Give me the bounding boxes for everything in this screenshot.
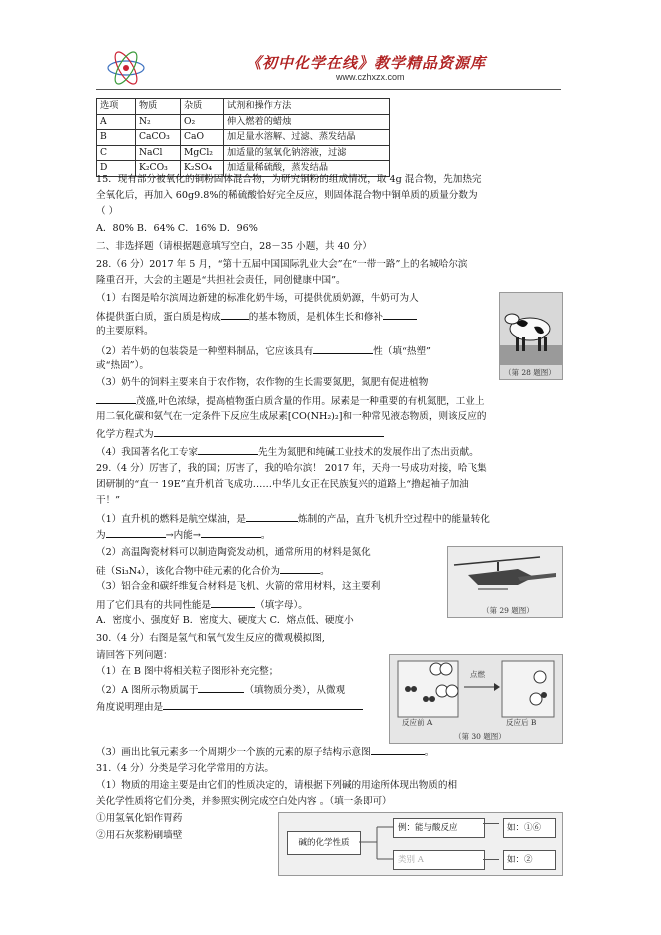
- q29-text: 。: [320, 566, 330, 577]
- answer-blank[interactable]: [383, 309, 417, 320]
- q30-line: 30.（4 分）右图是氢气和氧气发生反应的微观模拟图,: [96, 633, 325, 644]
- answer-blank[interactable]: [313, 343, 373, 354]
- fig29-caption: （第 29 题图）: [482, 606, 534, 615]
- section-heading: 二、非选择题（请根据题意填写空白，28－35 小题，共 40 分）: [96, 241, 373, 252]
- q30-text: （2）A 图所示物质属于: [96, 685, 199, 696]
- q28-line: 或“热固”）。: [96, 360, 149, 371]
- table-cell: 加适量稀硫酸，蒸发结晶: [224, 161, 390, 177]
- table-header: 物质: [136, 99, 181, 115]
- cow-icon: [500, 293, 562, 365]
- q28-text: （4）我国著名化工专家: [96, 447, 199, 458]
- table-header: 试剂和操作方法: [224, 99, 390, 115]
- answer-blank[interactable]: [154, 426, 384, 437]
- diagram-main-box: 碱的化学性质: [287, 831, 361, 855]
- answer-blank[interactable]: [371, 744, 425, 755]
- table-cell: MgCl₂: [181, 145, 224, 161]
- answer-blank[interactable]: [106, 527, 166, 538]
- q15-line: （ ）: [96, 206, 119, 217]
- q28-line: 用二氧化碳和氨气在一定条件下反应生成尿素[CO(NH₂)₂]和一种常见液态物质，则该反应的: [96, 411, 487, 422]
- diagram-arrow: [483, 859, 499, 860]
- q29-line: [96, 563, 330, 579]
- q29-line: 29.（4 分）厉害了，我的国；厉害了，我的哈尔滨！ 2017 年，天舟一号成功对接，哈飞集: [96, 463, 487, 474]
- q28-line: [96, 309, 417, 325]
- q30-line: [96, 699, 363, 715]
- diagram-box-1: 例：能与酸反应: [393, 818, 485, 838]
- fig30-label-b: 反应后 B: [506, 718, 537, 727]
- q29-line: （2）高温陶瓷材料可以制造陶瓷发动机，通常所用的材料是氮化: [96, 547, 371, 558]
- q30-line: （1）在 B 图中将相关粒子图形补充完整；: [96, 666, 279, 677]
- q29-line: [96, 597, 308, 613]
- fig30-arrow-label: 点燃: [470, 670, 485, 679]
- banner-url: www.czhxzx.com: [336, 72, 405, 82]
- diagram-arrow: [483, 823, 499, 824]
- table-header: 选项: [97, 99, 136, 115]
- table-cell: K₂CO₃: [136, 161, 181, 177]
- q31-line: 关化学性质将它们分类，并参照实例完成空白处内容 。（填一条即可）: [96, 796, 392, 807]
- answer-blank[interactable]: [198, 682, 244, 693]
- banner-title: 《初中化学在线》教学精品资源库: [246, 54, 487, 72]
- q28-text: 先生为氮肥和纯碱工业技术的发展作出了杰出贡献。: [258, 447, 479, 458]
- table-cell: CaO: [181, 130, 224, 146]
- table-cell: NaCl: [136, 145, 181, 161]
- table-cell: D: [97, 161, 136, 177]
- table-cell: N₂: [136, 114, 181, 130]
- answer-blank[interactable]: [198, 444, 258, 455]
- table-row: [97, 130, 390, 146]
- q30-line: [96, 744, 434, 760]
- q29-line: 团研制的“直一 19E”直升机首飞成功……中华儿女正在民族复兴的道路上“撸起袖子加油: [96, 479, 469, 490]
- q30-text: （填物质分类），从微观: [244, 685, 346, 696]
- q29-line: [96, 511, 490, 527]
- cow-photo: [499, 292, 563, 380]
- diagram-box-1-example: 如：①⑥: [503, 818, 556, 838]
- q28-line: [96, 426, 384, 442]
- q30-line: 请回答下列问题：: [96, 650, 173, 661]
- q29-text: 炼制的产品，直升飞机升空过程中的能量转化: [298, 514, 490, 525]
- table-row: [97, 145, 390, 161]
- q29-text: 。: [260, 530, 271, 541]
- fig28-caption: （第 28 题图）: [504, 368, 556, 377]
- table-cell: A: [97, 114, 136, 130]
- reaction-diagram: [389, 654, 563, 744]
- answer-blank[interactable]: [96, 393, 136, 404]
- table-cell: CaCO₃: [136, 130, 181, 146]
- q29-options: A．密度小、强度好 B．密度大、硬度大 C．熔点低、硬度小: [96, 615, 354, 626]
- q28-line: [96, 393, 484, 409]
- table-header: 杂质: [181, 99, 224, 115]
- q28-text: 化学方程式为: [96, 429, 154, 440]
- q28-text: 性（填“热塑”: [373, 346, 431, 357]
- q30-text: 。: [424, 747, 435, 758]
- q28-text: 的基本物质，是机体生长和修补: [248, 312, 384, 323]
- answer-blank[interactable]: [221, 309, 249, 320]
- q28-line: 隆重召开，大会的主题是“共担社会责任，同创健康中国”。: [96, 275, 346, 286]
- q29-line: 干！”: [96, 495, 121, 506]
- table-cell: 加足量水溶解、过滤、蒸发结晶: [224, 130, 390, 146]
- q30-line: [96, 682, 345, 698]
- header-banner: [96, 48, 561, 90]
- q31-line: 31.（4 分）分类是学习化学常用的方法。: [96, 763, 274, 774]
- q29-line: （3）铝合金和碳纤维复合材料是飞机、火箭的常用材料，这主要利: [96, 581, 381, 592]
- q28-line: [96, 444, 479, 460]
- q29-text: →内能→: [165, 530, 201, 541]
- q28-line: 的主要原料。: [96, 326, 154, 337]
- q28-line: （3）奶牛的饲料主要来自于农作物，农作物的生长需要氮肥，氮肥有促进植物: [96, 377, 429, 388]
- q15-options: A．80% B．64% C．16% D．96%: [96, 223, 258, 234]
- q28-line: 28.（6 分）2017 年 5 月，“第十五届中国国际乳业大会”在“一带一路”上的名城哈尔滨: [96, 259, 468, 270]
- answer-blank[interactable]: [280, 563, 320, 574]
- answer-blank[interactable]: [163, 699, 363, 710]
- q28-text: 体提供蛋白质，蛋白质是构成: [96, 312, 221, 323]
- q15-line: 15．现有部分被氧化的铜粉固体混合物，为研究铜粉的组成情况，取 4g 混合物，先加热完: [96, 174, 482, 185]
- q30-text: （3）画出比氧元素多一个周期少一个族的元素的原子结构示意图: [96, 747, 371, 758]
- q31-item: ①用氢氧化铝作胃药: [96, 813, 183, 824]
- table-row: [97, 114, 390, 130]
- atom-logo-icon: [104, 48, 148, 88]
- table-cell: K₂SO₄: [181, 161, 224, 177]
- fig30-label-a: 反应前 A: [402, 718, 433, 727]
- helicopter-photo: [447, 546, 563, 618]
- table-cell: 加适量的氢氧化钠溶液，过滤: [224, 145, 390, 161]
- table-cell: B: [97, 130, 136, 146]
- table-cell: O₂: [181, 114, 224, 130]
- fig30-caption: （第 30 题图）: [454, 732, 506, 741]
- diagram-box-2-example: 如：②: [503, 850, 556, 870]
- options-table: [96, 98, 390, 177]
- answer-blank[interactable]: [201, 527, 261, 538]
- q29-line: [96, 527, 270, 543]
- header-rule: [96, 89, 561, 90]
- q29-text: 硅（Si₃N₄），该化合物中硅元素的化合价为: [96, 566, 281, 577]
- table-header-row: [97, 99, 390, 115]
- answer-blank[interactable]: [211, 597, 255, 608]
- table-cell: 伸入燃着的蜡烛: [224, 114, 390, 130]
- q28-line: [96, 343, 431, 359]
- diagram-box-2[interactable]: 类别 A: [393, 850, 485, 870]
- q31-item: ②用石灰浆粉刷墙壁: [96, 830, 183, 841]
- table-cell: C: [97, 145, 136, 161]
- q15-line: 全氧化后，再加入 60g9.8%的稀硫酸恰好完全反应，则固体混合物中铜单质的质量分数为: [96, 190, 478, 201]
- base-properties-diagram: [278, 812, 563, 876]
- q30-text: 角度说明理由是: [96, 702, 164, 713]
- q28-line: （1）右图是哈尔滨周边新建的标准化奶牛场，可提供优质奶源，牛奶可为人: [96, 293, 419, 304]
- helicopter-icon: [448, 547, 562, 603]
- q28-text: 茂盛,叶色浓绿，提高植物蛋白质含量的作用。尿素是一种重要的有机氮肥，工业上: [136, 396, 485, 407]
- q28-text: （2）若牛奶的包装袋是一种塑料制品，它应该具有: [96, 346, 314, 357]
- q31-line: （1）物质的用途主要是由它们的性质决定的，请根据下列碱的用途所体现出物质的相: [96, 780, 458, 791]
- q29-text: （填字母）。: [255, 600, 308, 611]
- q29-text: 用了它们具有的共同性能是: [96, 600, 212, 611]
- q29-text: 为: [96, 530, 106, 541]
- answer-blank[interactable]: [246, 511, 298, 522]
- q29-text: （1）直升机的燃料是航空煤油，是: [96, 514, 247, 525]
